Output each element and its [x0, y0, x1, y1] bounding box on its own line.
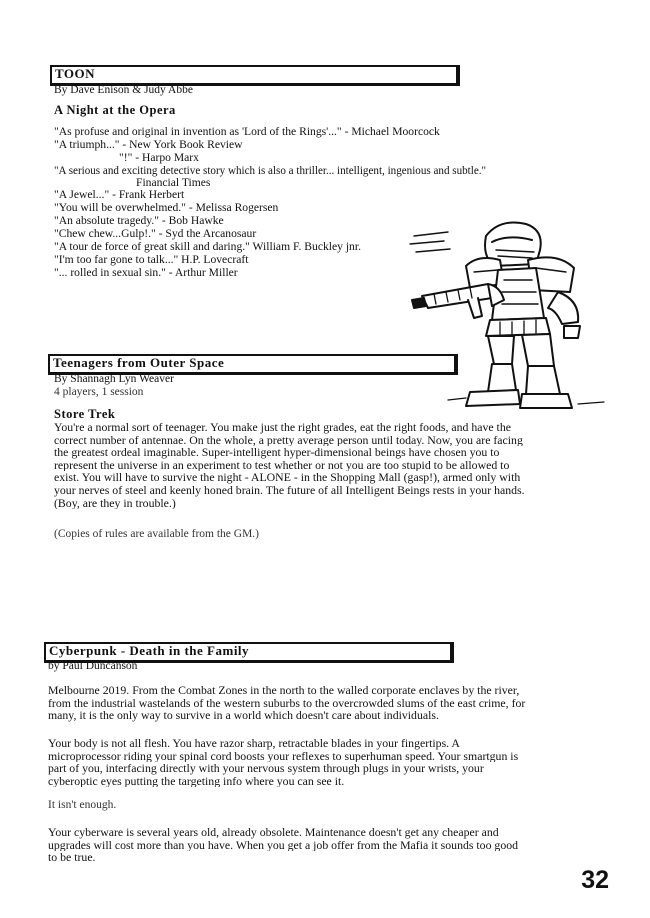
quote-line: "A serious and exciting detective story which is also a thriller... intelligent, ingenious and subtle.": [54, 165, 487, 177]
body-line: You're a normal sort of teenager. You make just the right grades, eat the right foods, and have the: [54, 421, 511, 434]
quote-line: Financial Times: [136, 176, 211, 189]
teenagers-subhead: Store Trek: [54, 407, 116, 421]
cyberpunk-para-2: [48, 737, 572, 787]
teenagers-players: 4 players, 1 session: [54, 386, 144, 398]
quote-line: "An absolute tragedy." - Bob Hawke: [54, 214, 224, 227]
body-line: exist. You will have to survive the night - ALONE - in the Shopping Mall (gasp!), armed only with: [54, 471, 521, 484]
quote-line: "A triumph..." - New York Book Review: [54, 138, 243, 151]
toon-title-bar: [50, 65, 460, 86]
quote-line: "You will be overwhelmed." - Melissa Rogersen: [54, 201, 279, 214]
quote-line: "As profuse and original in invention as 'Lord of the Rings'..." - Michael Moorcock: [54, 125, 440, 138]
body-line: correct number of antennae. On the whole, a pretty average person until today. Now, you are facing: [54, 433, 523, 447]
teenagers-title: Teenagers from Outer Space: [53, 355, 225, 370]
body-line: part of you, interfacing directly with your nervous system through plugs in your wrists, your: [48, 762, 484, 775]
body-line: many, it is the only way to survive in a world which doesn't care about individuals.: [48, 709, 439, 722]
body-line: from the industrial wastelands of the western suburbs to the overcrowded slums of the east crime, for: [48, 696, 526, 710]
body-line: Melbourne 2019. From the Combat Zones in the north to the walled corporate enclaves by the river,: [48, 684, 520, 697]
teenagers-note: (Copies of rules are available from the GM.): [54, 528, 260, 540]
toon-title: TOON: [55, 66, 96, 81]
cyberpunk-para-4: [48, 826, 572, 864]
quote-line: "!" - Harpo Marx: [119, 151, 199, 164]
cyberpunk-para-1: [48, 684, 572, 722]
body-line: cyberoptic eyes putting the targeting info where you can see it.: [48, 774, 345, 788]
quote-line: "I'm too far gone to talk..." H.P. Lovecraft: [54, 253, 249, 266]
cyberpunk-para-3: It isn't enough.: [48, 799, 117, 811]
body-line: represent the universe in an experiment to test whether or not you are too stupid to be allowed to: [54, 458, 510, 472]
body-line: the greatest ordeal imaginable. Super-intelligent hyper-dimensional beings have chosen you to: [54, 446, 500, 459]
body-line: Your body is not all flesh. You have razor sharp, retractable blades in your fingertips. A: [48, 737, 460, 750]
quote-line: "A tour de force of great skill and daring." William F. Buckley jnr.: [54, 240, 361, 253]
page-number: 32: [581, 866, 609, 894]
teenagers-byline: By Shannagh Lyn Weaver: [54, 373, 174, 385]
quote-line: "Chew chew...Gulp!." - Syd the Arcanosaur: [54, 227, 257, 240]
body-line: Your cyberware is several years old, already obsolete. Maintenance doesn't get any cheaper and: [48, 826, 499, 839]
toon-subhead: A Night at the Opera: [54, 103, 176, 117]
quote-line: "... rolled in sexual sin." - Arthur Miller: [54, 266, 238, 279]
body-line: to be true.: [48, 851, 96, 864]
toon-byline: By Dave Enison & Judy Abbe: [54, 84, 193, 96]
teenagers-body: [54, 421, 574, 509]
teenagers-title-bar: [48, 354, 458, 375]
body-line: upgrades will cost more than you have. When you get a job offer from the Mafia it sounds too good: [48, 838, 519, 852]
robot-drawing: [408, 214, 608, 410]
quote-line: "A Jewel..." - Frank Herbert: [54, 188, 185, 201]
cyberpunk-title: Cyberpunk - Death in the Family: [49, 643, 250, 658]
robot-illustration: [408, 214, 608, 410]
body-line: your nerves of steel and keenly honed brain. The future of all Intelligent Beings rests in your hands.: [54, 483, 525, 497]
cyberpunk-byline: by Paul Duncanson: [48, 660, 138, 672]
body-line: (Boy, are they in trouble.): [54, 496, 176, 510]
body-line: microprocessor riding your spinal cord boosts your reflexes to superhuman speed. Your smartgun is: [48, 749, 519, 763]
